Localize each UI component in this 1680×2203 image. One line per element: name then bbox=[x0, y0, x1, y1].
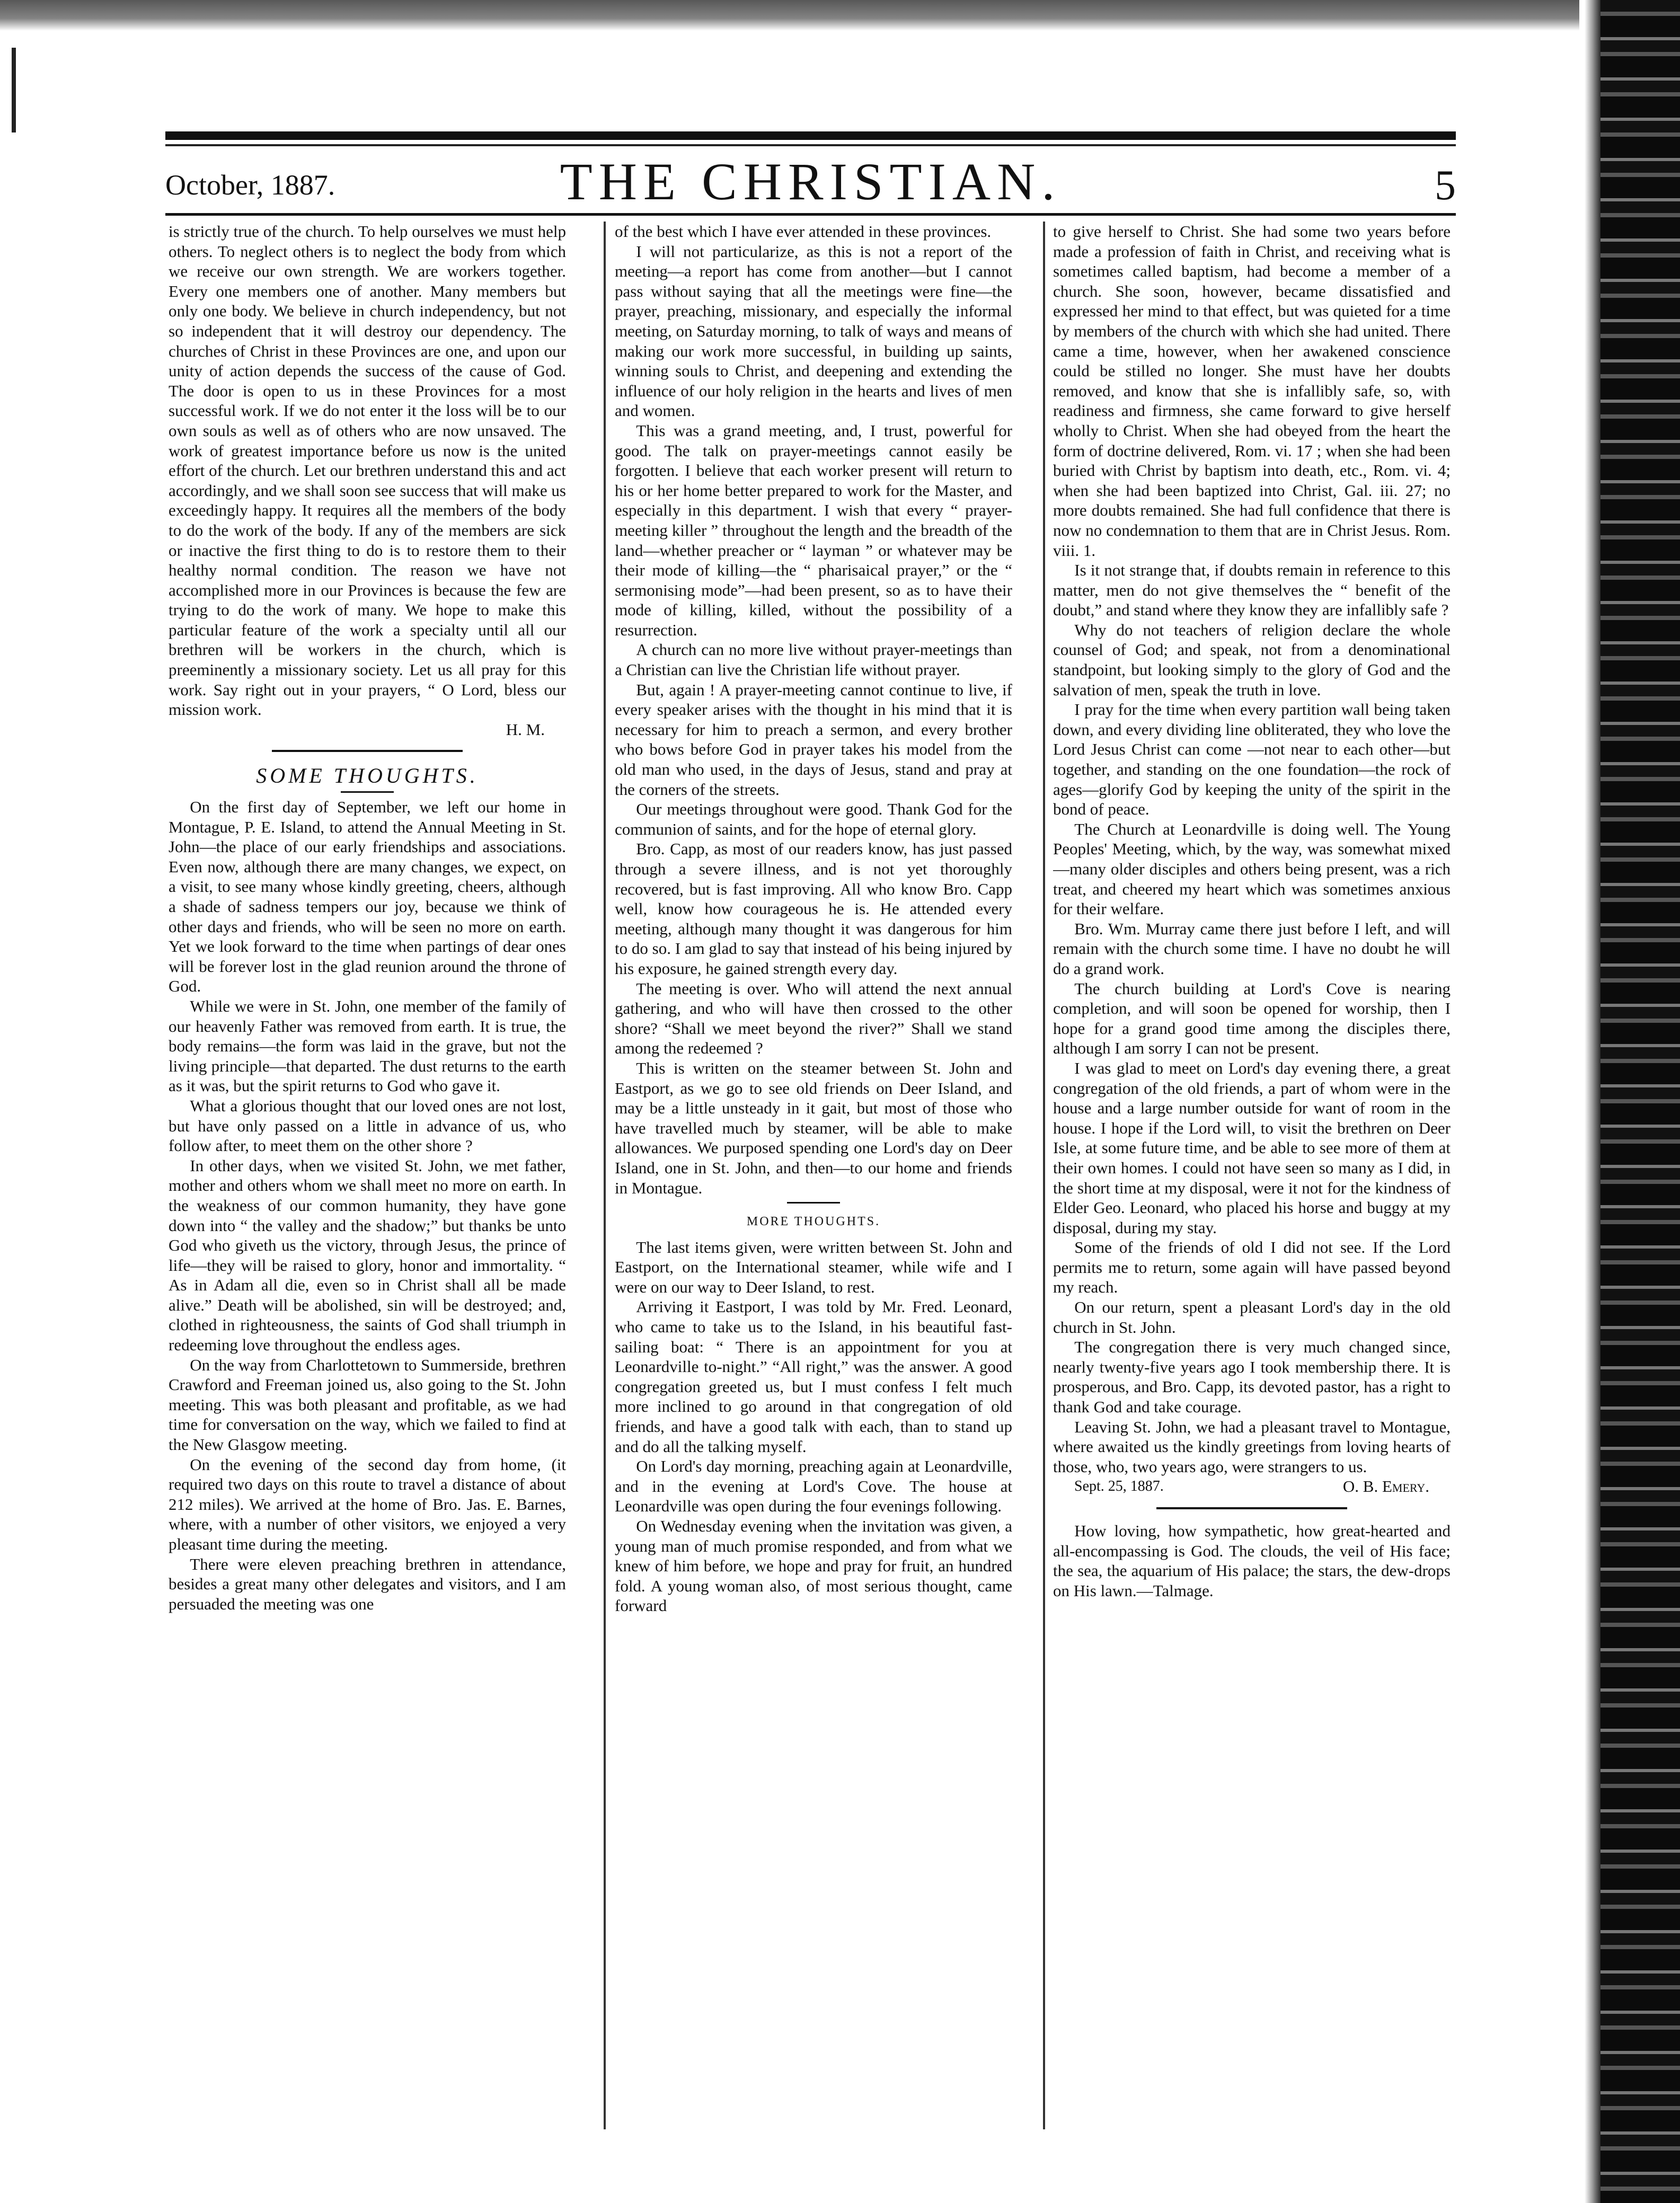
scan-edge-top bbox=[0, 0, 1579, 31]
paragraph: Our meetings throughout were good. Thank God for the communion of saints, and for the hope of eternal glory. bbox=[615, 800, 1012, 838]
paragraph: Is it not strange that, if doubts remain in reference to this matter, men do not give themselves the “ benefit of the doubt,” and stand where they know they are infallibly safe ? bbox=[1053, 561, 1451, 620]
closing-quote: How loving, how sympathetic, how great-hearted and all-encompassing is God. The clouds, the veil of His face; the sea, the aquarium of His palace; the stars, the dew-drops on His lawn.—Talmage. bbox=[1053, 1521, 1451, 1600]
paragraph: On Lord's day morning, preaching again at Leonardville, and in the evening at Lord's Cove. The house at Leonardville was open during the four evenings following. bbox=[615, 1457, 1012, 1516]
issue-date: October, 1887. bbox=[165, 169, 335, 201]
paragraph: The Church at Leonardville is doing well. The Young Peoples' Meeting, which, by the way, was somewhat mixed—many older disciples and others being present, was a rich treat, and cheered my heart which was sometimes anxious for their welfare. bbox=[1053, 819, 1451, 918]
paragraph: is strictly true of the church. To help ourselves we must help others. To neglect others is to neglect the body from which we receive our own strength. We are workers together. Every one members one of another. Many members but only one body. We believe in church independency, but not so independent that it will destroy our dependency. The churches of Christ in these Provinces are one, and upon our unity of action depends the success of the cause of God. The door is open to us in these Provinces for a most successful work. If we do not enter it the loss will be to our own souls as well as of others who are now unsaved. The work of greatest importance before us now is the united effort of the church. Let our brethren understand this and act accordingly, and we shall soon see success that will make us exceedingly happy. It requires all the members of the body to do the work of the body. If any of the members are sick or inactive the first thing to do is to restore them to their healthy normal condition. The reason we have not accomplished more in our Provinces is because the few are trying to do the work of many. We hope to make this particular feature of the work a specialty until all our brethren will be workers in the church, which is preeminently a missionary society. Let us all pray for this work. Say right out in your prayers, “ O Lord, bless our mission work. bbox=[169, 222, 566, 719]
paragraph: What a glorious thought that our loved ones are not lost, but have only passed on a little in advance of us, who follow after, to meet them on the other shore ? bbox=[169, 1096, 566, 1155]
section-rule bbox=[272, 750, 463, 752]
paragraph: I was glad to meet on Lord's day evening there, a great congregation of the old friends, a part of whom were in the house and a large number outside for want of room in the house. I hope if the Lord will, to visit the brethren on Deer Isle, at some future time, and be able to see more of them at their own homes. I could not have seen so many as I did, in the short time at my disposal, were it not for the kindness of Elder Geo. Leonard, who placed his horse and buggy at my disposal, during my stay. bbox=[1053, 1058, 1451, 1237]
paragraph: Bro. Wm. Murray came there just before I left, and will remain with the church some time. I have no doubt he will do a grand work. bbox=[1053, 919, 1451, 978]
paragraph: The last items given, were written between St. John and Eastport, on the International steamer, while wife and I were on our way to Deer Island, to rest. bbox=[615, 1237, 1012, 1296]
article-subheading: MORE THOUGHTS. bbox=[746, 1215, 881, 1229]
signature-row bbox=[1053, 1476, 1451, 1497]
heading-rule bbox=[341, 791, 394, 793]
newspaper-title: THE CHRISTIAN. bbox=[560, 152, 1062, 211]
page-shadow-edge bbox=[1585, 0, 1601, 2203]
header-underline bbox=[165, 213, 1456, 216]
section-rule bbox=[1156, 1507, 1347, 1509]
paragraph: In other days, when we visited St. John, we met father, mother and others whom we shall meet no more on earth. In the weakness of our common humanity, they have gone down into “ the valley and the shadow;” but thanks be unto God who giveth us the victory, through Jesus, the prince of life—they will be raised to glory, honor and immortality. “ As in Adam all die, even so in Christ shall all be made alive.” Death will be abolished, sin will be destroyed; and, clothed in righteousness, the saints of God shall triumph in redeeming love throughout the endless ages. bbox=[169, 1156, 566, 1355]
paragraph: Why do not teachers of religion declare the whole counsel of God; and speak, not from a denominational standpoint, but looking simply to the glory of God and the salvation of men, speak the truth in love. bbox=[1053, 620, 1451, 699]
paragraph: While we were in St. John, one member of the family of our heavenly Father was removed from earth. It is true, the body remains—the form was laid in the grave, but not the living principle—that departed. The dust returns to the earth as it was, but the spirit returns to God who gave it. bbox=[169, 996, 566, 1095]
paragraph: On the way from Charlottetown to Summerside, brethren Crawford and Freeman joined us, also going to the St. John meeting. This was both pleasant and profitable, as we had time for conversation on the way, which we failed to find at the New Glasgow meeting. bbox=[169, 1355, 566, 1454]
page-header bbox=[165, 149, 1456, 213]
paragraph: A church can no more live without prayer-meetings than a Christian can live the Christian life without prayer. bbox=[615, 640, 1012, 679]
scan-edge-right bbox=[1601, 0, 1680, 2203]
paragraph: Some of the friends of old I did not see. If the Lord permits me to return, some again will have passed beyond my reach. bbox=[1053, 1238, 1451, 1297]
column-divider-2 bbox=[1043, 222, 1045, 2129]
section-rule bbox=[787, 1202, 840, 1204]
paragraph: Leaving St. John, we had a pleasant travel to Montague, where awaited us the kindly greetings from loving hearts of those, who, two years ago, were strangers to us. bbox=[1053, 1417, 1451, 1476]
signature: H. M. bbox=[506, 720, 545, 739]
paragraph: The congregation there is very much changed since, nearly twenty-five years ago I took membership there. It is prosperous, and Bro. Capp, its devoted pastor, has a right to thank God and take courage. bbox=[1053, 1338, 1451, 1417]
paragraph: of the best which I have ever attended in these provinces. bbox=[615, 222, 992, 241]
paragraph: The meeting is over. Who will attend the next annual gathering, and who will have then crossed to the other shore? “Shall we meet beyond the river?” Shall we stand among the redeemed ? bbox=[615, 979, 1012, 1058]
column-divider-1 bbox=[604, 222, 606, 2129]
paragraph: This was a grand meeting, and, I trust, powerful for good. The talk on prayer-meetings cannot easily be forgotten. I believe that each worker present will return to his or her home better prepared to work for the Master, and especially in this department. I wish that every “ prayer-meeting killer ” throughout the length and the breadth of the land—whether preacher or “ layman ” or whatever may be their mode of killing—the “ pharisaical prayer,” or the “ sermonising mode”—had been present, so as to have their mode of killing, killed, without the possibility of a resurrection. bbox=[615, 421, 1012, 639]
article-heading: SOME THOUGHTS. bbox=[256, 764, 479, 788]
column-3 bbox=[1053, 222, 1451, 2140]
dateline: Sept. 25, 1887. bbox=[1074, 1478, 1164, 1495]
paragraph: Bro. Capp, as most of our readers know, has just passed through a severe illness, and is not yet thoroughly recovered, but is fast improving. All who know Bro. Capp well, know how courageous he is. He attended every meeting, although many thought it was dangerous for him to do so. I am glad to say that instead of his being injured by his exposure, he gained strength every day. bbox=[615, 839, 1012, 978]
paragraph: On the evening of the second day from home, (it required two days on this route to travel a distance of about 212 miles). We arrived at the home of Bro. Jas. E. Barnes, where, with a number of other visitors, we enjoyed a very pleasant time during the meeting. bbox=[169, 1455, 566, 1553]
header-rule-thin bbox=[165, 144, 1456, 146]
scan-mark-left bbox=[12, 48, 16, 132]
paragraph: There were eleven preaching brethren in attendance, besides a great many other delegates and visitors, and I am persuaded the meeting was one bbox=[169, 1554, 566, 1613]
page-number: 5 bbox=[1435, 162, 1456, 209]
paragraph: But, again ! A prayer-meeting cannot continue to live, if every speaker arises with the thought in his mind that it is necessary for him to preach a sermon, and every brother who bows before God in prayer takes his model from the old man who used, in the days of Jesus, stand and pray at the corners of the streets. bbox=[615, 680, 1012, 799]
paragraph: On the first day of September, we left our home in Montague, P. E. Island, to attend the Annual Meeting in St. John—the place of our early friendships and associations. Even now, although there are many changes, we expect, on a visit, to see many whose kindly greeting, cheers, although a shade of sadness tempers our joy, because we think of other days and friends, who will be seen no more on earth. Yet we look forward to the time when partings of dear ones will be forever lost in the glad reunion around the throne of God. bbox=[169, 798, 566, 996]
column-2 bbox=[615, 222, 1012, 2140]
paragraph: This is written on the steamer between St. John and Eastport, as we go to see old friends on Deer Island, and may be a little unsteady in it gait, but most of those who have travelled much by steamer, will be able to make allowances. We purposed spending one Lord's day on Deer Island, one in St. John, and then—to our home and friends in Montague. bbox=[615, 1058, 1012, 1197]
paragraph: to give herself to Christ. She had some two years before made a profession of faith in Christ, and receiving what is sometimes called baptism, had become a member of a church. She soon, however, became dissatisfied and expressed her mind to that effect, but was quieted for a time by members of the church with which she had united. There came a time, however, when her awakened conscience could be stilled no longer. She must have her doubts removed, and know that she is infallibly safe, so, with readiness and firmness, she came forward to give herself wholly to Christ. When she had obeyed from the heart the form of doctrine delivered, Rom. vi. 17 ; when she had been buried with Christ by baptism into death, etc., Rom. vi. 4; when she had been baptized into Christ, Gal. iii. 27; no more doubts remained. She had full confidence that there is now no condemnation to them that are in Christ Jesus. Rom. viii. 1. bbox=[1053, 222, 1451, 560]
paragraph: I will not particularize, as this is not a report of the meeting—a report has come from another—but I cannot pass without saying that all the meetings were fine—the prayer, preaching, missionary, and especially the informal meeting, on Saturday morning, to talk of ways and means of making our work more successful, in building up saints, winning souls to Christ, and deepening and extending the influence of our holy religion in the hearts and lives of men and women. bbox=[615, 242, 1012, 420]
paragraph: On Wednesday evening when the invitation was given, a young man of much promise responded, and from what we knew of him before, we hope and pray for fruit, an hundred fold. A young woman also, of most serious thought, came forward bbox=[615, 1517, 1012, 1615]
paragraph: I pray for the time when every partition wall being taken down, and every dividing line obliterated, they who love the Lord Jesus Christ can come —not near to each other—but together, and standing on the one foundation—the rock of ages—glorify God by keeping the unity of the spirit in the bond of peace. bbox=[1053, 700, 1451, 819]
paragraph: The church building at Lord's Cove is nearing completion, and will soon be opened for worship, then I hope for a grand good time among the disciples there, although I am sorry I can not be present. bbox=[1053, 979, 1451, 1058]
paragraph: Arriving it Eastport, I was told by Mr. Fred. Leonard, who came to take us to the Island, in his beautiful fast-sailing boat: “ There is an appointment for you at Leonardville to-night.” “All right,” was the answer. A good congregation greeted us, but I must confess I felt much more inclined to go around in that congregation of old friends, and have a good talk with each, than to stand up and do all the talking myself. bbox=[615, 1297, 1012, 1456]
paragraph: On our return, spent a pleasant Lord's day in the old church in St. John. bbox=[1053, 1298, 1451, 1337]
signature: O. B. Emery. bbox=[1342, 1477, 1429, 1496]
column-1 bbox=[169, 222, 566, 2140]
header-rule-thick bbox=[165, 131, 1456, 140]
